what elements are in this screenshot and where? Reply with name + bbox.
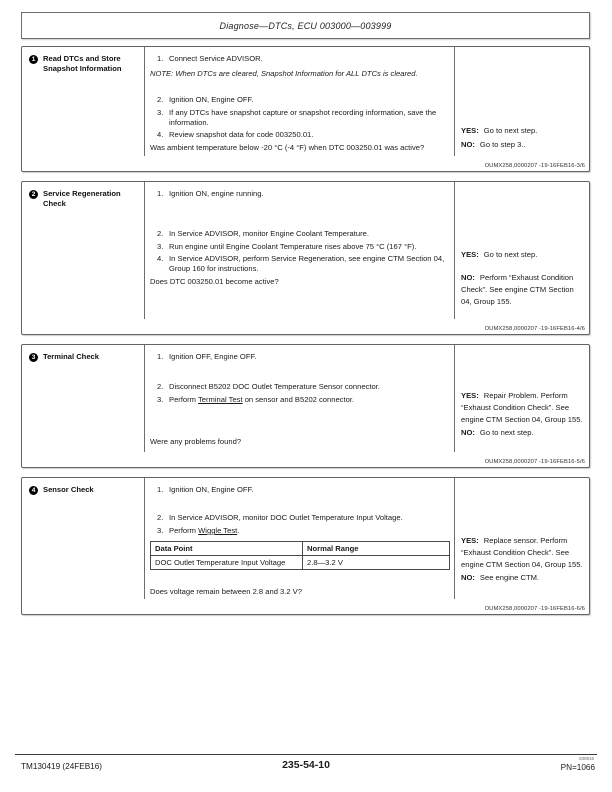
data-point-table	[150, 541, 450, 570]
step-text	[169, 526, 446, 536]
table-header-row	[151, 542, 450, 556]
no-action	[461, 139, 585, 151]
yes-text: Go to next step.	[483, 126, 538, 135]
step-text	[169, 395, 446, 405]
step-number: 1.	[157, 485, 164, 494]
page-title: Diagnose—DTCs, ECU 003000—003999	[219, 20, 392, 31]
section-steps	[145, 478, 454, 597]
step-item	[150, 485, 446, 495]
section-steps	[145, 182, 454, 287]
step-number: 1.	[157, 54, 164, 63]
step-item	[150, 395, 446, 405]
step-text: If any DTCs have snapshot capture or snapshot recording information, save the information.	[169, 108, 437, 128]
sections-container	[21, 46, 590, 624]
footer-pn: PN=1066	[560, 763, 595, 772]
section-title: Service Regeneration Check	[43, 189, 121, 209]
step-text-prefix: Perform	[169, 395, 198, 405]
section-title: Sensor Check	[43, 485, 94, 494]
section-steps	[145, 345, 454, 447]
no-action	[461, 572, 585, 584]
step-text: Run engine until Engine Coolant Temperature rises above 75 °C (167 °F).	[169, 242, 417, 252]
section-number-badge: 4	[29, 486, 38, 495]
wiggle-test-link[interactable]: Wiggle Test	[198, 526, 238, 536]
revision-code: OUMX258,0000207 -19-16FEB16-4/6	[484, 326, 585, 332]
step-text: Ignition ON, Engine OFF.	[169, 95, 254, 105]
section-number-badge: 1	[29, 55, 38, 64]
step-number: 2.	[157, 229, 164, 239]
footer-rule	[15, 754, 597, 755]
no-text: Perform “Exhaust Condition Check”. See engine CTM Section 04, Group 155.	[461, 272, 574, 306]
step-item	[150, 229, 446, 239]
section-title-cell	[22, 345, 144, 362]
no-label: NO:	[461, 272, 475, 282]
step-item	[150, 189, 446, 199]
step-text: Review snapshot data for code 003250.01.	[169, 130, 314, 140]
diagnostic-question: Were any problems found?	[150, 437, 242, 447]
yes-label: YES:	[461, 536, 479, 545]
terminal-test-link[interactable]: Terminal Test	[197, 395, 243, 405]
section-title: Read DTCs and Store Snapshot Information	[43, 54, 122, 74]
step-item	[150, 130, 446, 140]
step-text: In Service ADVISOR, monitor DOC Outlet Temperature Input Voltage.	[169, 513, 403, 523]
step-number: 4.	[157, 254, 164, 264]
step-number: 1.	[157, 352, 164, 361]
section-number-badge: 2	[29, 190, 38, 199]
step-item	[150, 382, 446, 392]
section-title-cell	[22, 47, 144, 74]
step-number: 4.	[157, 130, 164, 140]
step-number: 1.	[157, 189, 164, 198]
table-header-cell: Data Point	[151, 542, 303, 556]
step-item	[150, 254, 446, 274]
step-number: 2.	[157, 513, 164, 523]
yes-text: Go to next step.	[483, 250, 538, 259]
revision-code: OUMX258,0000207 -19-16FEB16-5/6	[484, 459, 585, 465]
no-text: Go to step 3..	[479, 139, 526, 149]
no-action	[461, 272, 585, 308]
diagnostic-question: Was ambient temperature below -20 °C (-4 °F) when DTC 003250.01 was active?	[150, 143, 425, 153]
yes-action	[461, 125, 585, 137]
step-item	[150, 513, 446, 523]
table-header-cell: Normal Range	[303, 542, 450, 556]
section-results	[455, 345, 589, 439]
page-header	[21, 12, 590, 39]
step-text: Ignition ON, Engine OFF.	[169, 485, 254, 494]
step-text: Disconnect B5202 DOC Outlet Temperature Sensor connector.	[169, 382, 380, 392]
no-text: Go to next step.	[479, 427, 534, 437]
section-results	[455, 478, 589, 584]
section-title-cell	[22, 182, 144, 209]
step-item	[150, 108, 446, 128]
no-text: See engine CTM.	[479, 572, 540, 582]
step-number: 2.	[157, 95, 164, 105]
yes-text: Repair Problem. Perform “Exhaust Condition Check”. See engine CTM Section 04, Group 155.	[461, 391, 583, 424]
no-action	[461, 427, 585, 439]
step-item	[150, 242, 446, 252]
step-item	[150, 95, 446, 105]
section-title: Terminal Check	[43, 352, 99, 361]
table-cell: DOC Outlet Temperature Input Voltage	[151, 556, 303, 570]
section-read-dtcs	[21, 46, 590, 172]
table-cell: 2.8—3.2 V	[303, 556, 450, 570]
step-number: 3.	[157, 242, 164, 252]
yes-action	[461, 535, 585, 571]
section-service-regeneration	[21, 181, 590, 335]
footer-page-number: 235-54-10	[282, 759, 330, 771]
no-label: NO:	[461, 139, 475, 149]
diagnostic-question: Does voltage remain between 2.8 and 3.2 V?	[150, 587, 302, 597]
footer-doc-number: TM130419 (24FEB16)	[21, 762, 103, 771]
section-results	[455, 182, 589, 308]
step-item	[150, 54, 446, 64]
diagnostic-question: Does DTC 003250.01 become active?	[150, 277, 279, 287]
step-text: In Service ADVISOR, perform Service Regeneration, see engine CTM Section 04, Group 160 for instructions.	[169, 254, 445, 274]
step-text-prefix: Perform	[169, 526, 199, 536]
note-text: NOTE: When DTCs are cleared, Snapshot Information for ALL DTCs is cleared.	[150, 69, 418, 79]
yes-action	[461, 390, 585, 426]
step-item	[150, 352, 446, 362]
step-item	[150, 526, 446, 536]
step-text: Ignition ON, engine running.	[169, 189, 264, 198]
section-number-badge: 3	[29, 353, 38, 362]
yes-label: YES:	[461, 250, 479, 259]
revision-code: OUMX258,0000207 -19-16FEB16-6/6	[484, 606, 585, 612]
step-number: 3.	[157, 526, 164, 536]
step-number: 3.	[157, 395, 164, 405]
step-text-suffix: .	[237, 526, 240, 536]
step-text: In Service ADVISOR, monitor Engine Coolant Temperature.	[169, 229, 369, 239]
step-number: 3.	[157, 108, 164, 118]
footer-print-code: 030916	[578, 756, 594, 761]
section-title-cell	[22, 478, 144, 495]
section-sensor-check	[21, 477, 590, 615]
section-results	[455, 47, 589, 151]
no-label: NO:	[461, 427, 475, 437]
section-steps	[145, 47, 454, 153]
yes-text: Replace sensor. Perform “Exhaust Condition Check”. See engine CTM Section 04, Group 155.	[461, 536, 583, 569]
revision-code: OUMX258,0000207 -19-16FEB16-3/6	[484, 163, 585, 169]
yes-label: YES:	[461, 126, 479, 135]
step-text: Ignition OFF, Engine OFF.	[169, 352, 257, 361]
step-number: 2.	[157, 382, 164, 392]
no-label: NO:	[461, 572, 475, 582]
step-text-suffix: on sensor and B5202 connector.	[242, 395, 355, 405]
yes-action	[461, 249, 585, 261]
section-terminal-check	[21, 344, 590, 468]
step-text: Connect Service ADVISOR.	[169, 54, 263, 63]
table-row	[151, 556, 450, 570]
yes-label: YES:	[461, 391, 479, 400]
